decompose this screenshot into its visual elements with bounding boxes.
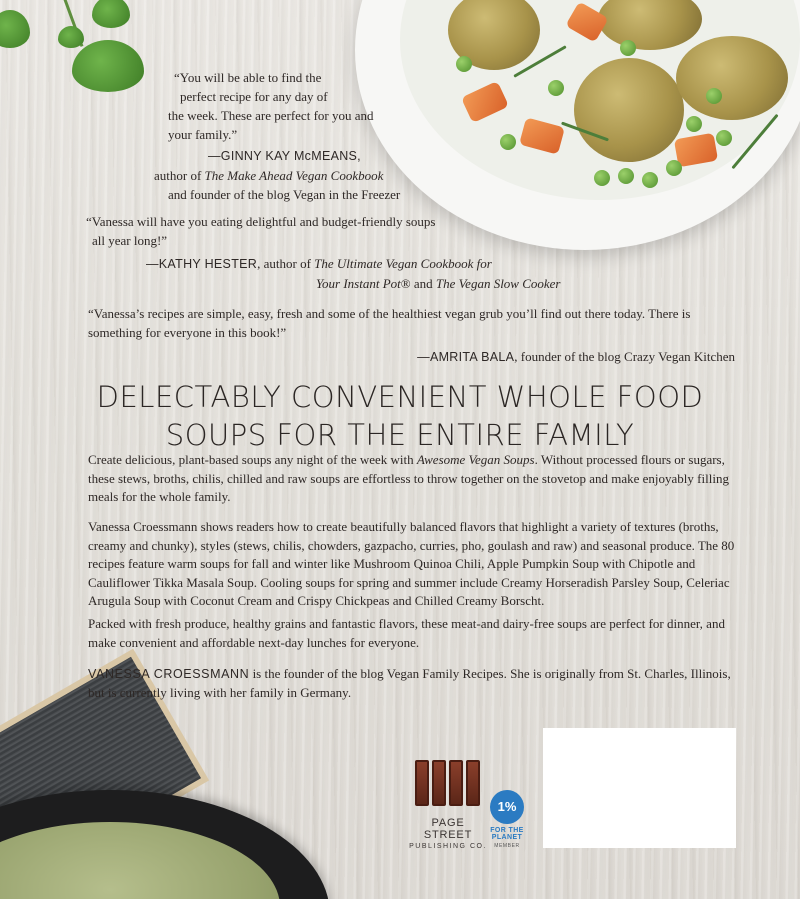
quote-1-line-1: “You will be able to find the: [174, 70, 322, 85]
one-percent-for-the-planet-badge: [486, 790, 528, 849]
page-street-logo-icon: [415, 760, 481, 808]
planet-badge-line-1: FOR THE: [490, 827, 524, 834]
headline-line-2: SOUPS FOR THE ENTIRE FAMILY: [165, 418, 635, 452]
quote-2-author-line-1: —KATHY HESTER, author of The Ultimate Vegan Cookbook for: [146, 256, 492, 271]
quote-1-line-2: perfect recipe for any day of: [180, 89, 328, 104]
quote-3-line-2: something for everyone in this book!”: [88, 325, 287, 340]
paragraph-3: Packed with fresh produce, healthy grains and fantastic flavors, these meat-and dairy-free soups are perfect for dinner, and make convenient and affordable next-day lunches for everyone.: [88, 616, 725, 650]
quote-2-author-line-2: Your Instant Pot® and The Vegan Slow Cooker: [316, 276, 561, 291]
pea: [618, 168, 634, 184]
pea: [686, 116, 702, 132]
headline-line-1: DELECTABLY CONVENIENT WHOLE FOOD: [96, 380, 704, 414]
pea: [594, 170, 610, 186]
potato: [676, 36, 788, 120]
quote-1-author: —GINNY KAY McMEANS,: [208, 149, 361, 163]
quote-1-line-4: your family.”: [168, 127, 238, 142]
quote-3-line-1: “Vanessa’s recipes are simple, easy, fresh and some of the healthiest vegan grub you’ll find out there today. There is: [88, 306, 691, 321]
quote-2-line-2: all year long!”: [92, 233, 168, 248]
pea: [666, 160, 682, 176]
barcode-area: [543, 728, 736, 848]
leaf: [58, 26, 84, 48]
one-percent-for-the-planet-icon: 1%: [490, 790, 524, 824]
pea: [716, 130, 732, 146]
page-street-logo: [408, 760, 488, 850]
leaf: [0, 10, 30, 48]
author-bio-name: VANESSA CROESSMANN: [88, 667, 250, 681]
quote-3: [88, 304, 748, 367]
author-bio-text: is the founder of the blog Vegan Family Recipes. She is originally from St. Charles, Illinois, but is currently living with her family in Germany.: [88, 666, 731, 700]
pea: [642, 172, 658, 188]
quote-3-author: —AMRITA BALA, founder of the blog Crazy Vegan Kitchen: [417, 349, 735, 364]
quote-1-author-line-2: author of The Make Ahead Vegan Cookbook: [154, 168, 384, 183]
pea: [500, 134, 516, 150]
author-bio: [88, 665, 748, 702]
publisher-name: PAGE STREET: [423, 817, 473, 841]
publisher-sub: PUBLISHING CO.: [409, 843, 487, 850]
quote-1-author-line-3: and founder of the blog Vegan in the Freezer: [168, 187, 401, 202]
paragraph-2: Vanessa Croessmann shows readers how to create beautifully balanced flavors that highlight a variety of textures (broths, creamy and chunky), styles (stews, chilis, chowders, gazpacho, curries, pho, goulash and raw) and seasonal produce. The 80 recipes feature warm soups for fall and winter like Mushroom Quinoa Chili, Apple Pumpkin Soup with Chipotle and Cauliflower Tikka Masala Soup. Cooling soups for spring and summer include Creamy Horseradish Parsley Soup, Celeriac Arugula Soup with Coconut Cream and Crispy Chickpeas and Chilled Creamy Borscht.: [88, 519, 735, 608]
pea: [706, 88, 722, 104]
potato: [574, 58, 684, 162]
paragraph-1: Create delicious, plant-based soups any night of the week with Awesome Vegan Soups. Without processed flours or sugars, these stews, broths, chilis, chilled and raw soups are effortless to throw together on the stovetop and make enjoyably filling meals for the whole family.: [88, 452, 729, 504]
leaf: [92, 0, 130, 28]
leaf: [72, 40, 144, 92]
pea: [620, 40, 636, 56]
quote-1: [154, 68, 460, 204]
quote-2-line-1: “Vanessa will have you eating delightful and budget-friendly soups: [86, 214, 436, 229]
planet-badge-line-2: PLANET: [491, 834, 523, 841]
quote-2: [86, 212, 566, 293]
planet-badge-line-3: MEMBER: [494, 843, 520, 849]
pea: [548, 80, 564, 96]
quote-1-line-3: the week. These are perfect for you and: [168, 108, 374, 123]
headline: [0, 378, 800, 454]
